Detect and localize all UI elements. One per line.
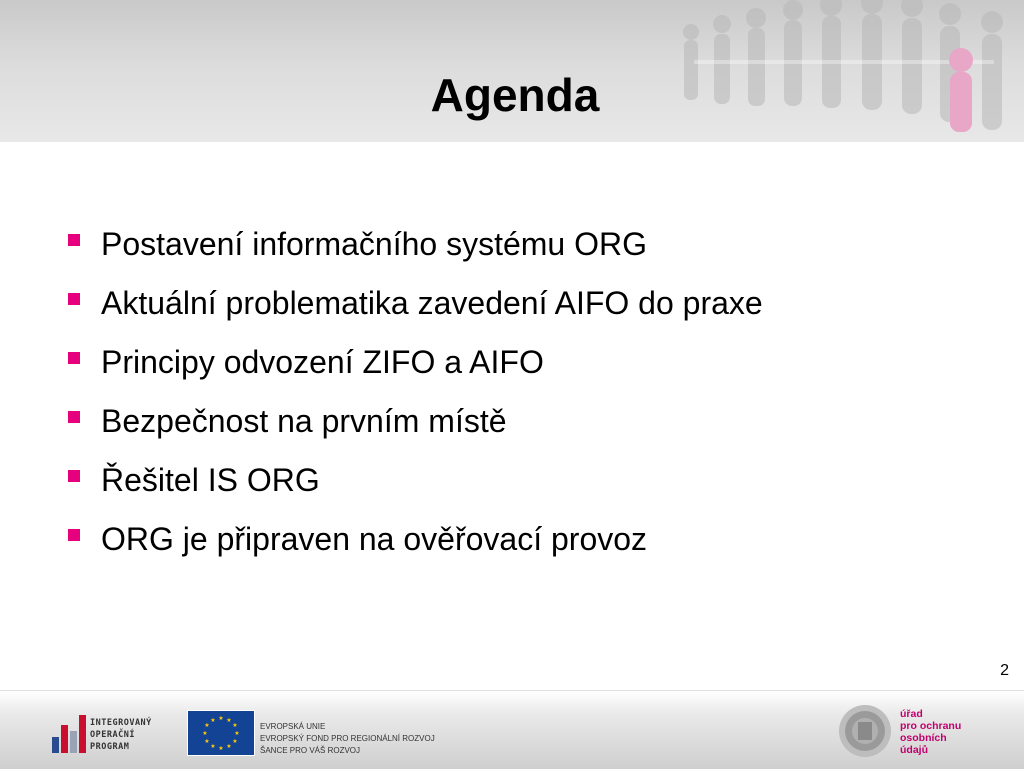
- svg-text:★: ★: [202, 730, 208, 737]
- agenda-item-text: Postavení informačního systému ORG: [101, 226, 647, 262]
- svg-text:★: ★: [218, 715, 224, 722]
- agenda-item-text: Řešitel IS ORG: [101, 462, 320, 498]
- square-bullet-icon: [68, 234, 80, 246]
- svg-text:★: ★: [234, 730, 240, 737]
- eu-fund-text: EVROPSKÁ UNIE EVROPSKÝ FOND PRO REGIONÁLNÍ ROZVOJ ŠANCE PRO VÁŠ ROZVOJ: [260, 722, 435, 755]
- agenda-item-text: Bezpečnost na prvním místě: [101, 403, 507, 439]
- svg-text:★: ★: [226, 743, 232, 750]
- square-bullet-icon: [68, 470, 80, 482]
- uoou-seal-icon: [838, 704, 892, 758]
- square-bullet-icon: [68, 411, 80, 423]
- square-bullet-icon: [68, 529, 80, 541]
- iop-logo-icon: [50, 711, 90, 753]
- svg-text:★: ★: [218, 745, 224, 752]
- svg-text:★: ★: [204, 738, 210, 745]
- slide-footer: [0, 690, 1024, 769]
- agenda-item-text: ORG je připraven na ověřovací provoz: [101, 521, 648, 557]
- svg-text:★: ★: [210, 717, 216, 724]
- slide-title: Agenda: [430, 69, 600, 121]
- square-bullet-icon: [68, 352, 80, 364]
- svg-text:★: ★: [226, 717, 232, 724]
- agenda-item-text: Aktuální problematika zavedení AIFO do praxe: [101, 285, 763, 321]
- svg-text:★: ★: [210, 743, 216, 750]
- agenda-item-text: Principy odvození ZIFO a AIFO: [101, 344, 544, 380]
- eu-flag-icon: [187, 710, 255, 756]
- svg-text:★: ★: [232, 722, 238, 729]
- page-number: 2: [1000, 662, 1009, 679]
- square-bullet-icon: [68, 293, 80, 305]
- svg-text:★: ★: [232, 738, 238, 745]
- uoou-logo-text: úřad pro ochranu osobních údajů: [900, 708, 962, 756]
- svg-text:★: ★: [204, 722, 210, 729]
- iop-logo-text: INTEGROVANÝ OPERAČNÍ PROGRAM: [90, 718, 152, 752]
